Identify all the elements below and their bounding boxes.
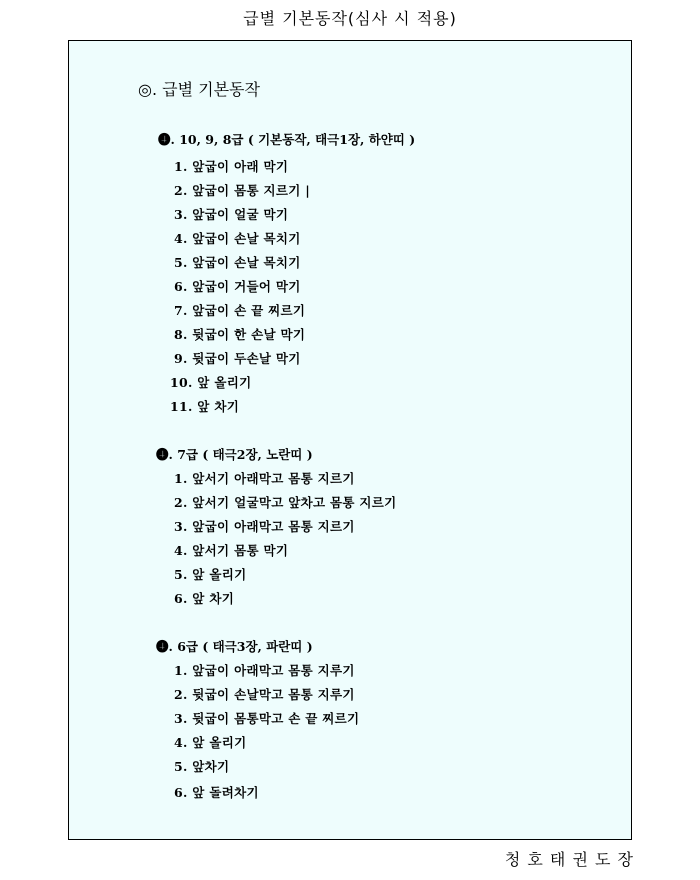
list-item: 6. 앞 차기 (174, 591, 235, 606)
list-item: 7. 앞굽이 손 끝 찌르기 (174, 303, 306, 318)
list-item: 3. 뒷굽이 몸통막고 손 끝 찌르기 (174, 711, 360, 726)
list-item: 2. 뒷굽이 손날막고 몸통 지루기 (174, 687, 355, 702)
list-item: 11. 앞 차기 (170, 399, 240, 414)
list-item: 5. 앞차기 (174, 759, 230, 774)
list-item: 5. 앞굽이 손날 목치기 (174, 255, 301, 270)
list-item: 2. 앞굽이 몸통 지르기 | (174, 183, 311, 198)
section-title-grade-7: ❹. 7급 ( 태극2장, 노란띠 ) (156, 447, 313, 462)
list-item: 4. 앞서기 몸통 막기 (174, 543, 289, 558)
list-item: 2. 앞서기 얼굴막고 앞차고 몸통 지르기 (174, 495, 397, 510)
list-item: 6. 앞 돌려차기 (174, 785, 259, 800)
list-item: 4. 앞굽이 손날 목치기 (174, 231, 301, 246)
list-item: 4. 앞 올리기 (174, 735, 247, 750)
section-title-grade-10-8: ❹. 10, 9, 8급 ( 기본동작, 태극1장, 하얀띠 ) (158, 132, 416, 147)
list-item: 10. 앞 올리기 (170, 375, 252, 390)
list-item: 3. 앞굽이 얼굴 막기 (174, 207, 289, 222)
footer-dojang-name: 청 호 태 권 도 장 (504, 850, 634, 869)
list-item: 6. 앞굽이 거들어 막기 (174, 279, 301, 294)
list-item: 3. 앞굽이 아래막고 몸통 지르기 (174, 519, 355, 534)
list-item: 9. 뒷굽이 두손날 막기 (174, 351, 301, 366)
list-item: 5. 앞 올리기 (174, 567, 247, 582)
list-item: 1. 앞굽이 아래막고 몸통 지루기 (174, 663, 355, 678)
section-title-grade-6: ❹. 6급 ( 태극3장, 파란띠 ) (156, 639, 313, 654)
list-item: 8. 뒷굽이 한 손날 막기 (174, 327, 306, 342)
page-title: 급별 기본동작(심사 시 적용) (243, 9, 457, 28)
list-item: 1. 앞굽이 아래 막기 (174, 159, 289, 174)
list-item: 1. 앞서기 아래막고 몸통 지르기 (174, 471, 355, 486)
main-heading: ◎. 급별 기본동작 (138, 80, 260, 99)
